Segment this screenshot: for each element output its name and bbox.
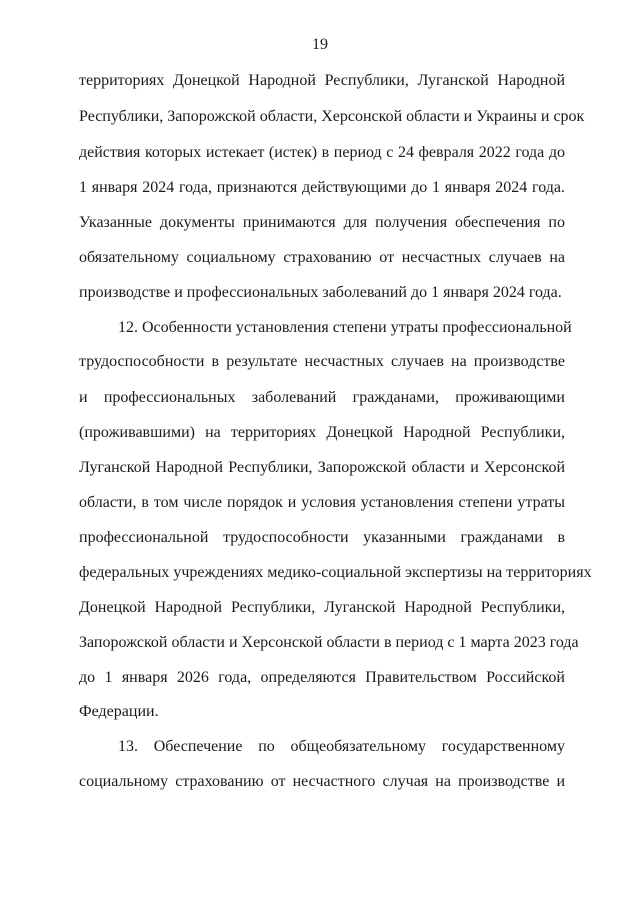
page-number: 19 — [312, 36, 328, 53]
text-line: территориях Донецкой Народной Республики, Луганской Народной — [79, 72, 565, 89]
text-line: Республики, Запорожской области, Херсонской области и Украины и срок — [79, 108, 585, 125]
text-line: Указанные документы принимаются для получения обеспечения по — [79, 214, 565, 231]
text-line: (проживавшими) на территориях Донецкой Народной Республики, — [79, 424, 565, 441]
text-line: области, в том числе порядок и условия установления степени утраты — [79, 494, 565, 511]
text-line: 12. Особенности установления степени утраты профессиональной — [118, 319, 572, 336]
text-line: Донецкой Народной Республики, Луганской Народной Республики, — [79, 599, 565, 616]
text-line: Запорожской области и Херсонской области в период с 1 марта 2023 года — [79, 634, 579, 651]
text-line: 1 января 2024 года, признаются действующими до 1 января 2024 года. — [79, 179, 565, 196]
text-line: обязательному социальному страхованию от несчастных случаев на — [79, 249, 565, 266]
text-line: действия которых истекает (истек) в период с 24 февраля 2022 года до — [79, 144, 565, 161]
text-line: 13. Обеспечение по общеобязательному государственному — [118, 738, 565, 755]
text-line: и профессиональных заболеваний гражданами, проживающими — [79, 389, 565, 406]
text-line: до 1 января 2026 года, определяются Правительством Российской — [79, 669, 565, 686]
text-line: социальному страхованию от несчастного случая на производстве и — [79, 773, 565, 790]
text-line: производстве и профессиональных заболеваний до 1 января 2024 года. — [79, 284, 562, 301]
text-line: федеральных учреждениях медико-социальной экспертизы на территориях — [79, 564, 592, 581]
text-line: трудоспособности в результате несчастных случаев на производстве — [79, 353, 565, 370]
text-line: Луганской Народной Республики, Запорожской области и Херсонской — [79, 459, 565, 476]
text-line: Федерации. — [79, 703, 159, 720]
text-line: профессиональной трудоспособности указанными гражданами в — [79, 529, 565, 546]
